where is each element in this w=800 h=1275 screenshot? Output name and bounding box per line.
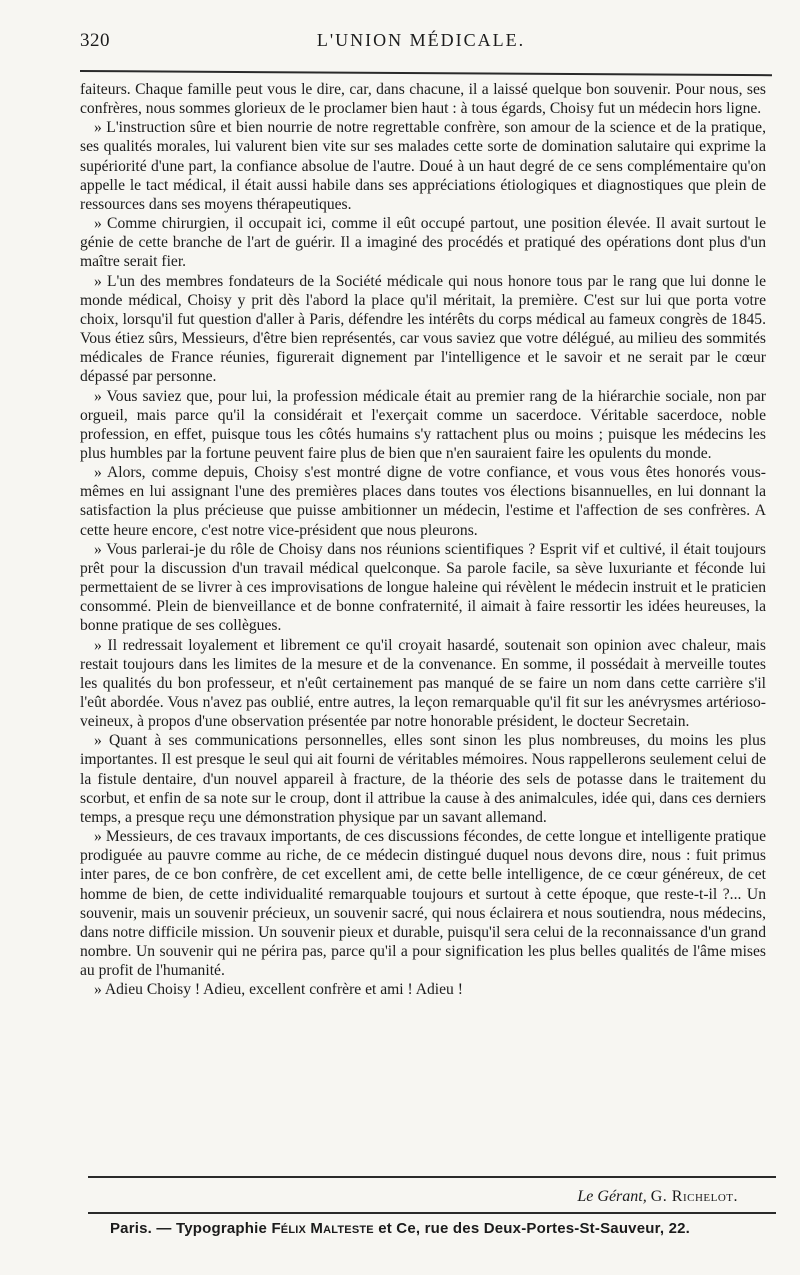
printer-imprint (0, 1220, 800, 1237)
signature-name: G. Richelot. (650, 1188, 738, 1205)
paragraph: » Comme chirurgien, il occupait ici, comme il eût occupé partout, une position élevée. Il avait surtout le génie de cette branche de l'art de guérir. Il a imaginé des procédés et pratiqué des opérations dont plus d'un maître serait fier. (80, 215, 766, 271)
paragraph: » Il redressait loyalement et librement ce qu'il croyait hasardé, soutenait son opinion avec chaleur, mais restait toujours dans les limites de la mesure et de la convenance. En somme, il possédait à merveille toutes les qualités du bon professeur, et n'eût certainement pas manqué de se faire un nom dans cette carrière s'il l'eût abordée. Vous n'avez pas oublié, entre autres, la leçon remarquable qu'il fit sur les anévrysmes artérioso-veineux, à propos d'une observation présentée par notre honorable président, le docteur Secretain. (80, 636, 766, 731)
article-body (80, 80, 766, 1000)
header-rule (80, 70, 772, 76)
paragraph: » Quant à ses communications personnelles, elles sont sinon les plus nombreuses, du moins les plus importantes. Il est presque le seul qui ait fourni de véritables mémoires. Nous rappellerons seulement celui de la fistule dentaire, d'un nouvel appareil à fracture, de la théorie des sels de potasse dans le traitement du scorbut, et enfin de sa note sur le croup, dont il attribue la cause à des animalcules, idée qui, dans ces derniers temps, a presque reçu une démonstration physique par un savant allemand. (80, 732, 766, 826)
signature-role: Le Gérant, (577, 1188, 647, 1205)
signature (577, 1188, 738, 1206)
paragraph: » L'un des membres fondateurs de la Société médicale qui nous honore tous par le rang que lui donne le monde médical, Choisy y prit dès l'abord la place qu'il méritait, la première. C'est sur lui que porta votre choix, lorsqu'il fut question d'aller à Paris, défendre les intérêts du corps médical au fameux congrès de 1845. Vous étiez sûrs, Messieurs, d'être bien représentés, car vous saviez que votre délégué, au milieu des sommités médicales de France réunies, figurerait dignement par l'intelligence et le savoir et ne serait par le cœur dépassé par personne. (80, 272, 766, 386)
paragraph: » Messieurs, de ces travaux importants, de ces discussions fécondes, de cette longue et intelligente pratique prodiguée au pauvre comme au riche, de ce médecin distingué duquel nous devons dire, nous : fuit primus inter pares, de ce bon confrère, de cet excellent ami, de cette belle intelligence, de ce cœur généreux, de cet homme de bien, de cette individualité remarquable toujours et surtout à cette époque, que reste-t-il ?... Un souvenir, mais un souvenir précieux, un souvenir sacré, qui nous éclairera et nous soutiendra, nous médecins, dans notre difficile mission. Un souvenir pieux et durable, puisqu'il sera celui de la reconnaissance d'un grand nombre. Un souvenir qui ne périra pas, parce qu'il a pour signification les plus belles qualités de l'âme mises au profit de l'humanité. (80, 828, 766, 980)
paragraph: » Vous parlerai-je du rôle de Choisy dans nos réunions scientifiques ? Esprit vif et cultivé, il était toujours prêt pour la discussion d'un travail médical quelconque. Sa parole facile, sa sève luxuriante et féconde lui permettaient de se livrer à ces improvisations de longue haleine qui révèlent le médecin instruit et le praticien consommé. Plein de bienveillance et de bonne confraternité, il aimait à faire ressortir les idées heureuses, la bonne pratique de ses collègues. (80, 540, 766, 635)
footer-rule-bottom (88, 1212, 776, 1214)
paragraph: » L'instruction sûre et bien nourrie de notre regrettable confrère, son amour de la science et de la pratique, ses qualités morales, lui valurent bien vite sur ses malades cette sorte de domination salutaire qui exprime la supériorité d'une part, la confiance absolue de l'autre. Doué à un haut degré de ce sens complémentaire qu'on appelle le tact médical, il était aussi habile dans ses appréciations étiologiques et diagnostiques que plein de ressources dans ses moyens thérapeutiques. (80, 119, 766, 213)
footer-rule-top (88, 1176, 776, 1178)
paragraph: faiteurs. Chaque famille peut vous le dire, car, dans chacune, il a laissé quelque bon souvenir. Pour nous, ses confrères, nous sommes glorieux de le proclamer bien haut : à tous égards, Choisy fut un médecin hors ligne. (80, 81, 766, 118)
paragraph: » Alors, comme depuis, Choisy s'est montré digne de votre confiance, et vous vous êtes honorés vous-mêmes en lui assignant l'une des premières places dans toutes vos élections bisannuelles, en lui donnant la satisfaction la plus précieuse que puisse ambitionner un médecin, l'estime et l'affection de ses confrères. A cette heure encore, c'est notre vice-président que nous pleurons. (80, 464, 766, 539)
imprint-prefix: Paris. — Typographie (109, 1220, 268, 1237)
page-header (80, 28, 762, 62)
paragraph: » Vous saviez que, pour lui, la profession médicale était au premier rang de la hiérarchie sociale, non par orgueil, mais parce qu'il la considérait et l'exerçait comme un sacerdoce. Véritable sacerdoce, noble profession, en effet, puisque tous les côtés humains s'y rattachent plus ou moins ; puisque les médecins les plus humbles par la fortune peuvent faire plus de bien que n'en sauraient faire les opulents du monde. (80, 387, 766, 462)
running-title: L'UNION MÉDICALE. (316, 30, 526, 50)
page-number: 320 (80, 30, 110, 51)
paragraph: » Adieu Choisy ! Adieu, excellent confrère et ami ! Adieu ! (94, 981, 463, 999)
imprint-printer: Félix Malteste (271, 1220, 374, 1237)
imprint-suffix: et Ce, rue des Deux-Portes-St-Sauveur, 22. (378, 1220, 691, 1237)
